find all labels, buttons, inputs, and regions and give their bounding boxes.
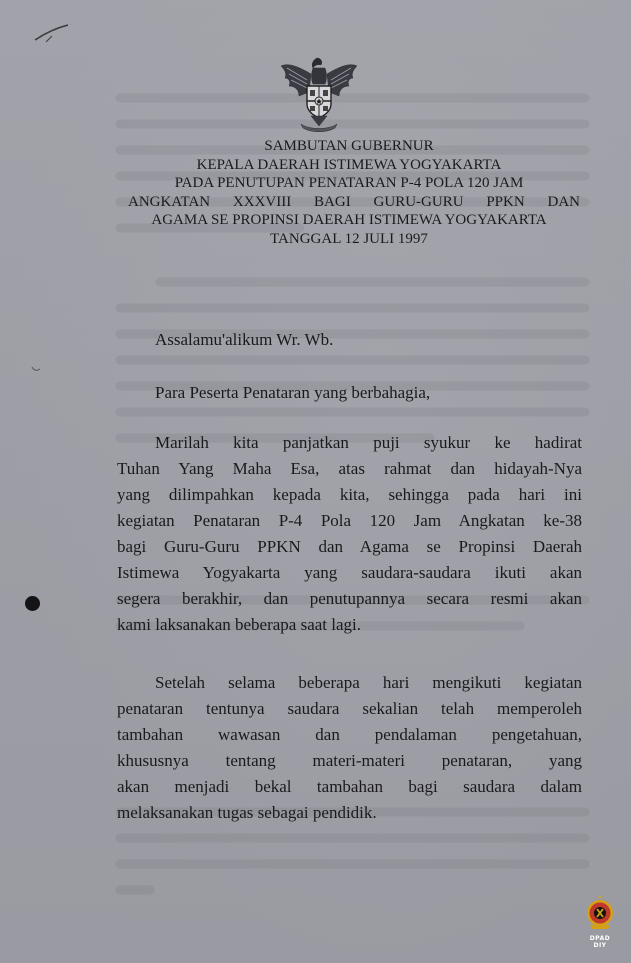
- paragraph-2: [117, 670, 582, 826]
- margin-tick-mark: [30, 364, 42, 374]
- paragraph-line: bagi Guru-Guru PPKN dan Agama se Propinsi Daerah: [117, 537, 582, 556]
- paragraph-line: tambahan wawasan dan pendalaman pengetahuan,: [117, 725, 582, 744]
- pen-scratch-mark: [32, 22, 72, 48]
- dpad-diy-logo-icon: [584, 893, 616, 933]
- dpad-diy-logo-text: [581, 935, 619, 949]
- heading-line-2: KEPALA DAERAH ISTIMEWA YOGYAKARTA: [196, 156, 502, 173]
- logo-line-2: DIY: [593, 942, 607, 949]
- paragraph-line: khususnya tentang materi-materi penataran, yang: [117, 751, 582, 770]
- heading-line-6: TANGGAL 12 JULI 1997: [270, 230, 428, 247]
- greeting-text: Assalamu'alikum Wr. Wb.: [155, 330, 334, 349]
- speech-heading: [110, 137, 588, 248]
- heading-line-3: PADA PENUTUPAN PENATARAN P-4 POLA 120 JAM: [174, 175, 524, 191]
- salutation-text: Para Peserta Penataran yang berbahagia,: [155, 383, 431, 402]
- paragraph-line: Setelah selama beberapa hari mengikuti kegiatan: [155, 673, 582, 692]
- paragraph-line: yang dilimpahkan kepada kita, sehingga pada hari ini: [117, 485, 582, 504]
- paragraph-line: akan menjadi bekal tambahan bagi saudara dalam: [117, 777, 582, 796]
- paragraph-line: Marilah kita panjatkan puji syukur ke hadirat: [155, 433, 582, 452]
- paragraph-line: penataran tentunya saudara sekalian telah memperoleh: [117, 699, 582, 718]
- punch-hole: [25, 596, 40, 611]
- paragraph-1: [117, 430, 582, 638]
- paragraph-line: Tuhan Yang Maha Esa, atas rahmat dan hidayah-Nya: [117, 459, 582, 478]
- paragraph-line: segera berakhir, dan penutupannya secara resmi akan: [117, 589, 582, 608]
- garuda-pancasila-emblem-icon: [277, 52, 361, 136]
- heading-line-4: ANGKATAN XXXVIII BAGI GURU-GURU PPKN DAN: [128, 193, 580, 210]
- logo-line-1: DPAD: [589, 935, 611, 942]
- heading-line-5: AGAMA SE PROPINSI DAERAH ISTIMEWA YOGYAKARTA: [151, 212, 547, 228]
- paragraph-line: kami laksanakan beberapa saat lagi.: [117, 615, 362, 634]
- heading-line-1: SAMBUTAN GUBERNUR: [264, 138, 434, 154]
- paragraph-line: melaksanakan tugas sebagai pendidik.: [117, 803, 377, 822]
- paragraph-line: Istimewa Yogyakarta yang saudara-saudara ikuti akan: [117, 563, 582, 582]
- paragraph-line: kegiatan Penataran P-4 Pola 120 Jam Angkatan ke-38: [117, 511, 582, 530]
